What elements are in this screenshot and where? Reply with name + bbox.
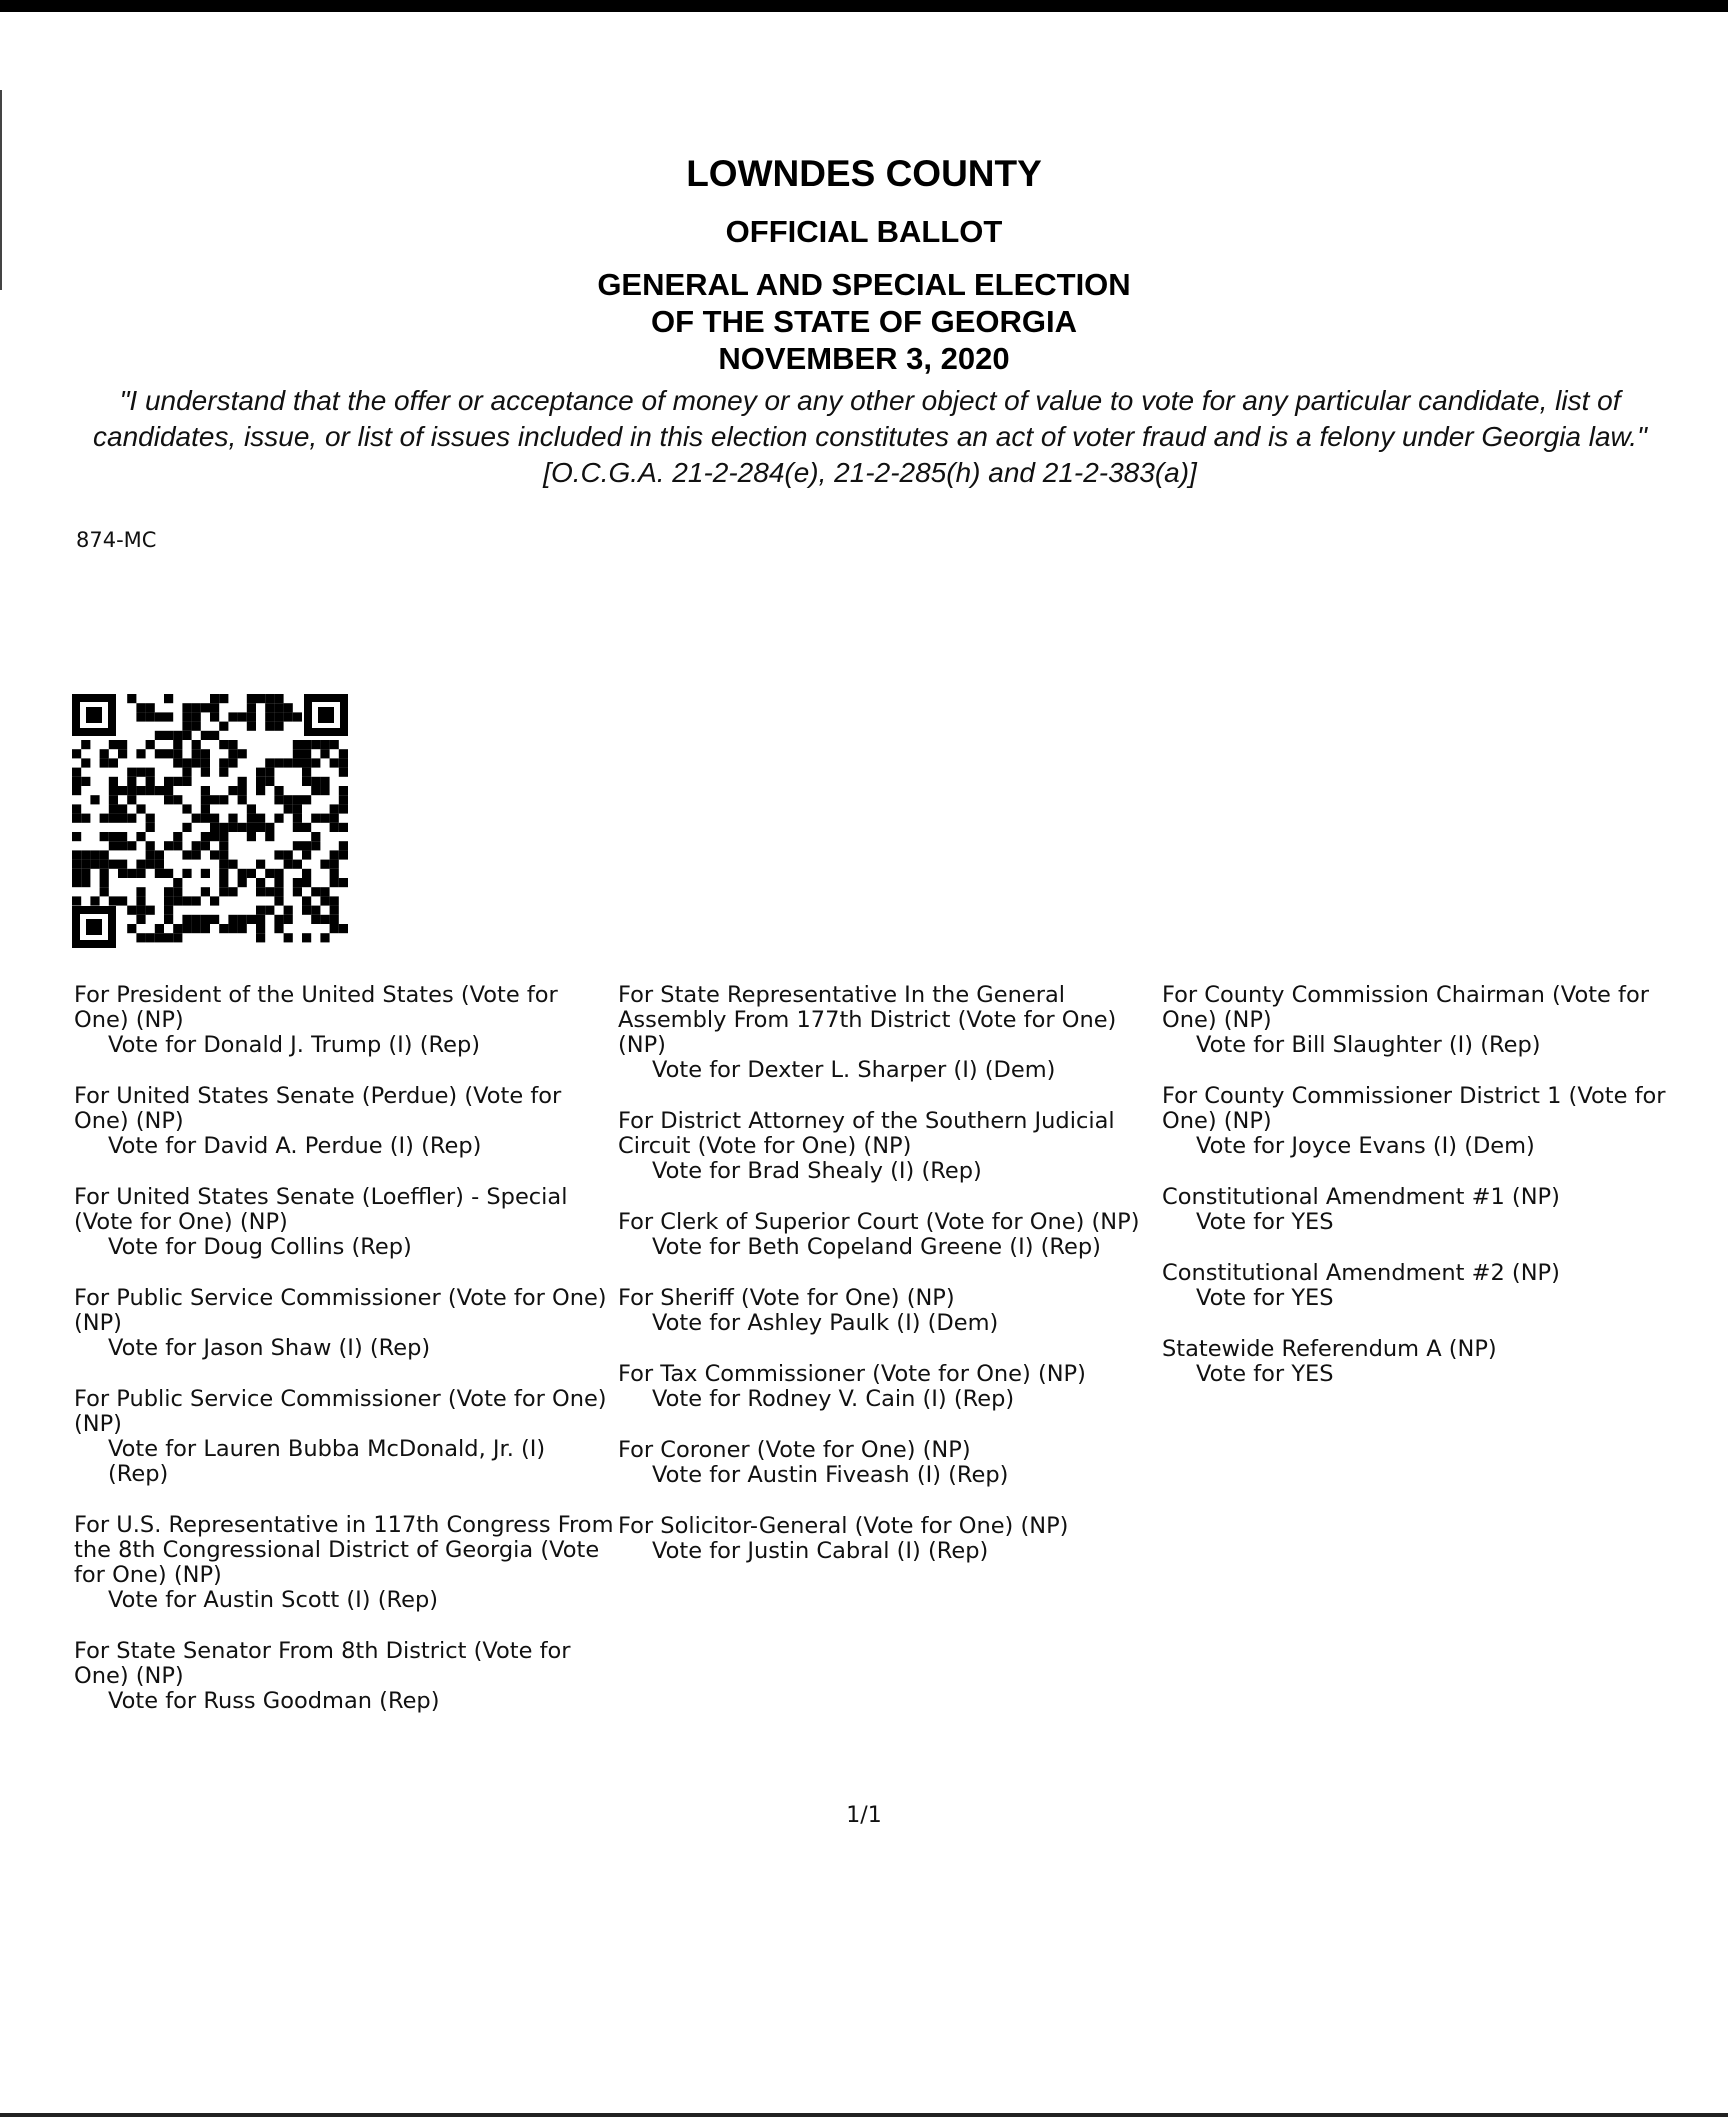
contest-selection: Vote for Austin Scott (I) (Rep) <box>108 1587 439 1613</box>
ballot-column-2 <box>618 983 1158 1590</box>
contest-selection: Vote for YES <box>1196 1361 1334 1387</box>
election-name-line1: GENERAL AND SPECIAL ELECTION <box>597 267 1131 302</box>
contest-item <box>1162 1337 1682 1387</box>
contest-title: For Solicitor-General (Vote for One) (NP) <box>618 1513 1069 1539</box>
contest-selection: Vote for Beth Copeland Greene (I) (Rep) <box>652 1234 1101 1260</box>
contest-title: For United States Senate (Perdue) (Vote for One) (NP) <box>74 1083 562 1134</box>
contest-item <box>74 1513 614 1613</box>
contest-title: For Tax Commissioner (Vote for One) (NP) <box>618 1361 1086 1387</box>
contest-selection: Vote for YES <box>1196 1285 1334 1311</box>
contest-title: For Coroner (Vote for One) (NP) <box>618 1437 971 1463</box>
contest-selection: Vote for Justin Cabral (I) (Rep) <box>652 1538 989 1564</box>
contest-item <box>618 1362 1158 1412</box>
contest-item <box>1162 983 1682 1058</box>
contest-selection: Vote for Dexter L. Sharper (I) (Dem) <box>652 1057 1056 1083</box>
contest-item <box>74 983 614 1058</box>
contest-title: For State Representative In the General Assembly From 177th District (Vote for One) (NP) <box>618 982 1117 1058</box>
contest-title: For District Attorney of the Southern Judicial Circuit (Vote for One) (NP) <box>618 1108 1115 1159</box>
ballot-qr-code <box>72 694 348 948</box>
ballot-style-id: 874-MC <box>76 528 157 552</box>
contest-item <box>1162 1185 1682 1235</box>
election-name-line2: OF THE STATE OF GEORGIA <box>651 304 1077 339</box>
contest-item <box>618 1210 1158 1260</box>
contest-item <box>618 983 1158 1083</box>
contest-selection: Vote for Brad Shealy (I) (Rep) <box>652 1158 982 1184</box>
contest-selection: Vote for Donald J. Trump (I) (Rep) <box>108 1032 481 1058</box>
contest-title: For Sheriff (Vote for One) (NP) <box>618 1285 955 1311</box>
contest-selection: Vote for YES <box>1196 1209 1334 1235</box>
contest-item <box>74 1286 614 1361</box>
contest-selection: Vote for Jason Shaw (I) (Rep) <box>108 1335 431 1361</box>
contest-item <box>618 1109 1158 1184</box>
contest-item <box>74 1639 614 1714</box>
contest-title: For County Commission Chairman (Vote for One) (NP) <box>1162 982 1649 1033</box>
voter-fraud-oath: "I understand that the offer or acceptance of money or any other object of value to vote for any particular candidate, list of candidates, issue, or list of issues included in this election constitutes an act of voter fraud and is a felony under Georgia law." [O.C.G.A. 21-2-284(e), 21-2-285(h) and 21-2-383(a)] <box>93 385 1647 488</box>
contest-item <box>618 1286 1158 1336</box>
contest-selection: Vote for Doug Collins (Rep) <box>108 1234 412 1260</box>
contest-item <box>74 1185 614 1260</box>
contest-selection: Vote for Rodney V. Cain (I) (Rep) <box>652 1386 1015 1412</box>
contest-item <box>1162 1261 1682 1311</box>
ballot-header <box>0 150 1728 377</box>
contest-title: Constitutional Amendment #2 (NP) <box>1162 1260 1560 1286</box>
contest-title: For Clerk of Superior Court (Vote for One) (NP) <box>618 1209 1140 1235</box>
contest-item <box>74 1387 614 1487</box>
ballot-column-3 <box>1162 983 1682 1413</box>
scan-bottom-border <box>0 2113 1728 2117</box>
contest-title: For United States Senate (Loeffler) - Special (Vote for One) (NP) <box>74 1184 568 1235</box>
contest-title: For Public Service Commissioner (Vote for One) (NP) <box>74 1285 607 1336</box>
county-name: LOWNDES COUNTY <box>686 153 1042 194</box>
ballot-type: OFFICIAL BALLOT <box>725 214 1003 249</box>
contest-title: For Public Service Commissioner (Vote for One) (NP) <box>74 1386 607 1437</box>
contest-title: For County Commissioner District 1 (Vote for One) (NP) <box>1162 1083 1666 1134</box>
contest-title: For U.S. Representative in 117th Congress From the 8th Congressional District of Georgia (Vote for One) (NP) <box>74 1512 614 1588</box>
contest-title: For State Senator From 8th District (Vote for One) (NP) <box>74 1638 571 1689</box>
contest-title: For President of the United States (Vote for One) (NP) <box>74 982 558 1033</box>
contest-item <box>618 1514 1158 1564</box>
contest-selection: Vote for Bill Slaughter (I) (Rep) <box>1196 1032 1541 1058</box>
election-date: NOVEMBER 3, 2020 <box>718 341 1010 376</box>
page-number: 1/1 <box>846 1803 882 1828</box>
contest-item <box>618 1438 1158 1488</box>
contest-title: Constitutional Amendment #1 (NP) <box>1162 1184 1560 1210</box>
contest-selection: Vote for David A. Perdue (I) (Rep) <box>108 1133 482 1159</box>
contest-title: Statewide Referendum A (NP) <box>1162 1336 1497 1362</box>
contest-item <box>74 1084 614 1159</box>
ballot-column-1 <box>74 983 614 1740</box>
contest-selection: Vote for Lauren Bubba McDonald, Jr. (I) (Rep) <box>108 1436 546 1487</box>
contest-selection: Vote for Russ Goodman (Rep) <box>108 1688 440 1714</box>
contest-item <box>1162 1084 1682 1159</box>
contest-selection: Vote for Austin Fiveash (I) (Rep) <box>652 1462 1009 1488</box>
contest-selection: Vote for Joyce Evans (I) (Dem) <box>1196 1133 1535 1159</box>
contest-selection: Vote for Ashley Paulk (I) (Dem) <box>652 1310 999 1336</box>
scan-top-border <box>0 0 1728 12</box>
